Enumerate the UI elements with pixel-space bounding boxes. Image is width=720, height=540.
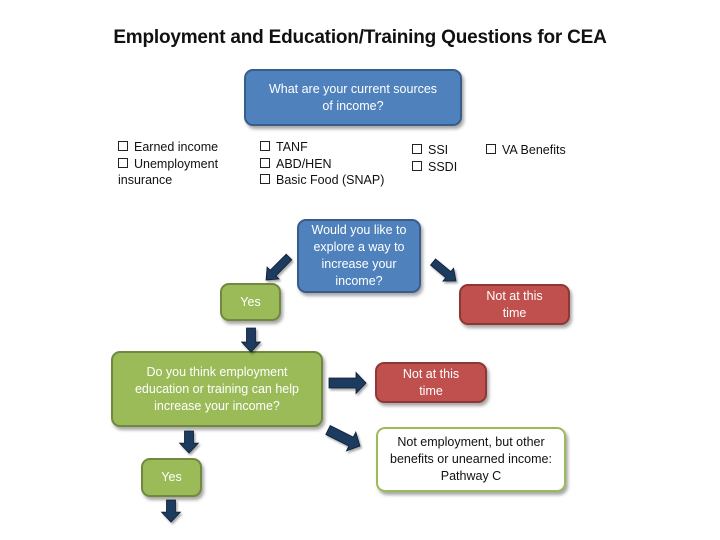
question-increase-income-text: Would you like to explore a way to increase your income? xyxy=(311,223,407,288)
arrow-yes2-down xyxy=(162,500,181,522)
answer-yes-1-text: Yes xyxy=(240,294,261,309)
option-basic-food[interactable]: Basic Food (SNAP) xyxy=(260,172,384,189)
option-va-benefits[interactable]: VA Benefits xyxy=(486,142,566,159)
option-ssdi[interactable]: SSDI xyxy=(412,159,457,176)
arrow-yes1-down xyxy=(242,328,261,352)
answer-not-at-this-time-1-text: Not at this time xyxy=(486,288,543,320)
answer-not-at-this-time-2-text: Not at this time xyxy=(402,366,460,398)
question-employment-training-text: Do you think employment education or training can help increase your income? xyxy=(134,364,299,413)
arrow-to-not-2 xyxy=(329,373,366,394)
option-unemployment[interactable]: Unemployment xyxy=(118,156,218,173)
question-income-sources-text: What are your current sources of income? xyxy=(268,81,438,113)
pathway-c-text: Not employment, but other benefits or unearned income: Pathway C xyxy=(390,435,552,483)
arrow-to-not-1 xyxy=(431,259,457,281)
page-title: Employment and Education/Training Questions for CEA xyxy=(113,27,607,48)
option-tanf[interactable]: TANF xyxy=(260,139,384,156)
arrow-q3-down xyxy=(180,431,199,453)
answer-yes-2-text: Yes xyxy=(161,470,182,484)
option-earned-income[interactable]: Earned income xyxy=(118,139,218,156)
arrow-to-yes-1 xyxy=(266,254,292,280)
arrow-to-pathway-c xyxy=(326,426,360,451)
option-unemployment-wrap: insurance xyxy=(118,173,173,187)
option-ssi[interactable]: SSI xyxy=(412,142,457,159)
option-abd-hen[interactable]: ABD/HEN xyxy=(260,156,384,173)
